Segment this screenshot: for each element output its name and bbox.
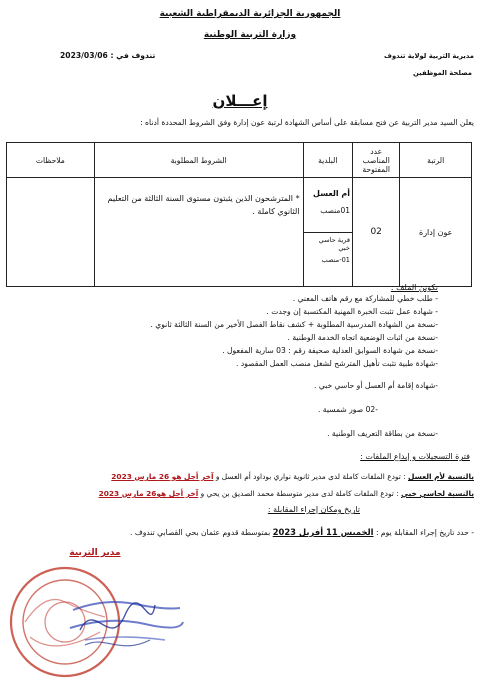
positions-table	[6, 142, 472, 287]
file-section	[18, 283, 438, 449]
cell-municipality	[303, 178, 352, 287]
cell-notes	[7, 178, 95, 287]
table-row	[7, 178, 472, 287]
file-item: - طلب خطي للمشاركة مع رقم هاتف المعني .	[292, 294, 438, 303]
exam-suffix: بمتوسطة قدوم عثمان بحي القصابي تندوف .	[130, 528, 271, 537]
file-section-title: تكوين الملف :	[390, 283, 438, 292]
registration-1-prefix: بالنسبة لأم العسل	[407, 472, 474, 481]
file-item: - شهادة عمل تثبت الخبرة المهنية المكتسبة إن وجدت .	[266, 307, 438, 316]
cell-count: 02	[352, 178, 399, 287]
municipality-1-posts: 01منصب	[320, 206, 350, 215]
exam-title: تاريخ ومكان إجراء المقابلة :	[267, 505, 360, 514]
registration-2-prefix: بالنسبة لحاسي خبي	[401, 489, 474, 498]
registration-2-deadline: آخر أجل هو26 مارس 2023	[98, 489, 199, 498]
col-municipality: البلدية	[303, 143, 352, 178]
page-title: إعـــلان	[212, 92, 268, 110]
col-rank: الرتبة	[400, 143, 472, 178]
registration-line-1	[4, 472, 474, 481]
file-item: -02 صور شمسية .	[317, 405, 378, 414]
cell-conditions: * المترشحون الذين يثبتون مستوى السنة الثالثة من التعليم الثانوي كاملة .	[94, 178, 303, 287]
registration-2-body: : تودع الملفات كاملة لدى مدير متوسطة محمد الصديق بن يحي و	[200, 489, 399, 498]
file-item: -نسخة من الشهادة المدرسية المطلوبة + كشف نقاط الفصل الأخير من السنة الثالثة ثانوي .	[150, 320, 438, 329]
file-item: -نسخة من اثبات الوضعية اتجاه الخدمة الوطنية .	[287, 333, 438, 342]
ministry-header: وزارة التربية الوطنية	[203, 30, 297, 40]
signature-label: مدير التربية	[69, 548, 121, 558]
municipality-1-name: أم العسل	[313, 189, 350, 198]
table-header-row	[7, 143, 472, 178]
municipality-2-posts: 01-منصب	[321, 255, 350, 264]
registration-1-deadline: آخر أجل هو 26 مارس 2023	[111, 472, 214, 481]
file-item: -شهادة إقامة أم العسل أو حاسي خبي .	[314, 381, 438, 390]
exam-date: الخميس 11 أفريل 2023	[272, 527, 374, 537]
republic-header: الجمهورية الجزائرية الديمقراطية الشعبية	[159, 9, 341, 19]
exam-line	[4, 527, 474, 537]
date-line: تندوف في : 2023/03/06	[60, 51, 156, 60]
directorate-label: مديرية التربية لولاية تندوف	[384, 52, 474, 60]
intro-paragraph: يعلن السيد مدير التربية عن فتح مسابقة على أساس الشهادة لرتبة عون إدارة وفق الشروط المحددة أدناه :	[140, 118, 474, 127]
cell-rank: عون إدارة	[400, 178, 472, 287]
col-count: عدد المناصب المفتوحة	[352, 143, 399, 178]
file-item: -شهادة طبية تثبت تأهيل المترشح لشغل منصب العمل المقصود .	[236, 359, 438, 368]
signature-scribble	[70, 590, 160, 660]
file-item: -نسخة من بطاقة التعريف الوطنية .	[327, 429, 438, 438]
file-item: -نسخة من شهادة السوابق العدلية صحيفة رقم : 03 سارية المفعول .	[222, 346, 438, 355]
exam-prefix: - حدد تاريخ إجراء المقابلة يوم :	[375, 528, 474, 537]
registration-line-2	[4, 489, 474, 498]
registration-1-body: : تودع الملفات كاملة لدى مدير ثانوية نواري بوداود أم العسل و	[215, 472, 406, 481]
service-label: مصلحة الموظفين	[413, 69, 472, 77]
col-notes: ملاحظات	[7, 143, 95, 178]
registration-title: فترة التسجيلات و إيداع الملفات :	[360, 452, 470, 461]
col-conditions: الشروط المطلوبة	[94, 143, 303, 178]
municipality-2-name: قرية حاسي خبي	[318, 235, 350, 252]
